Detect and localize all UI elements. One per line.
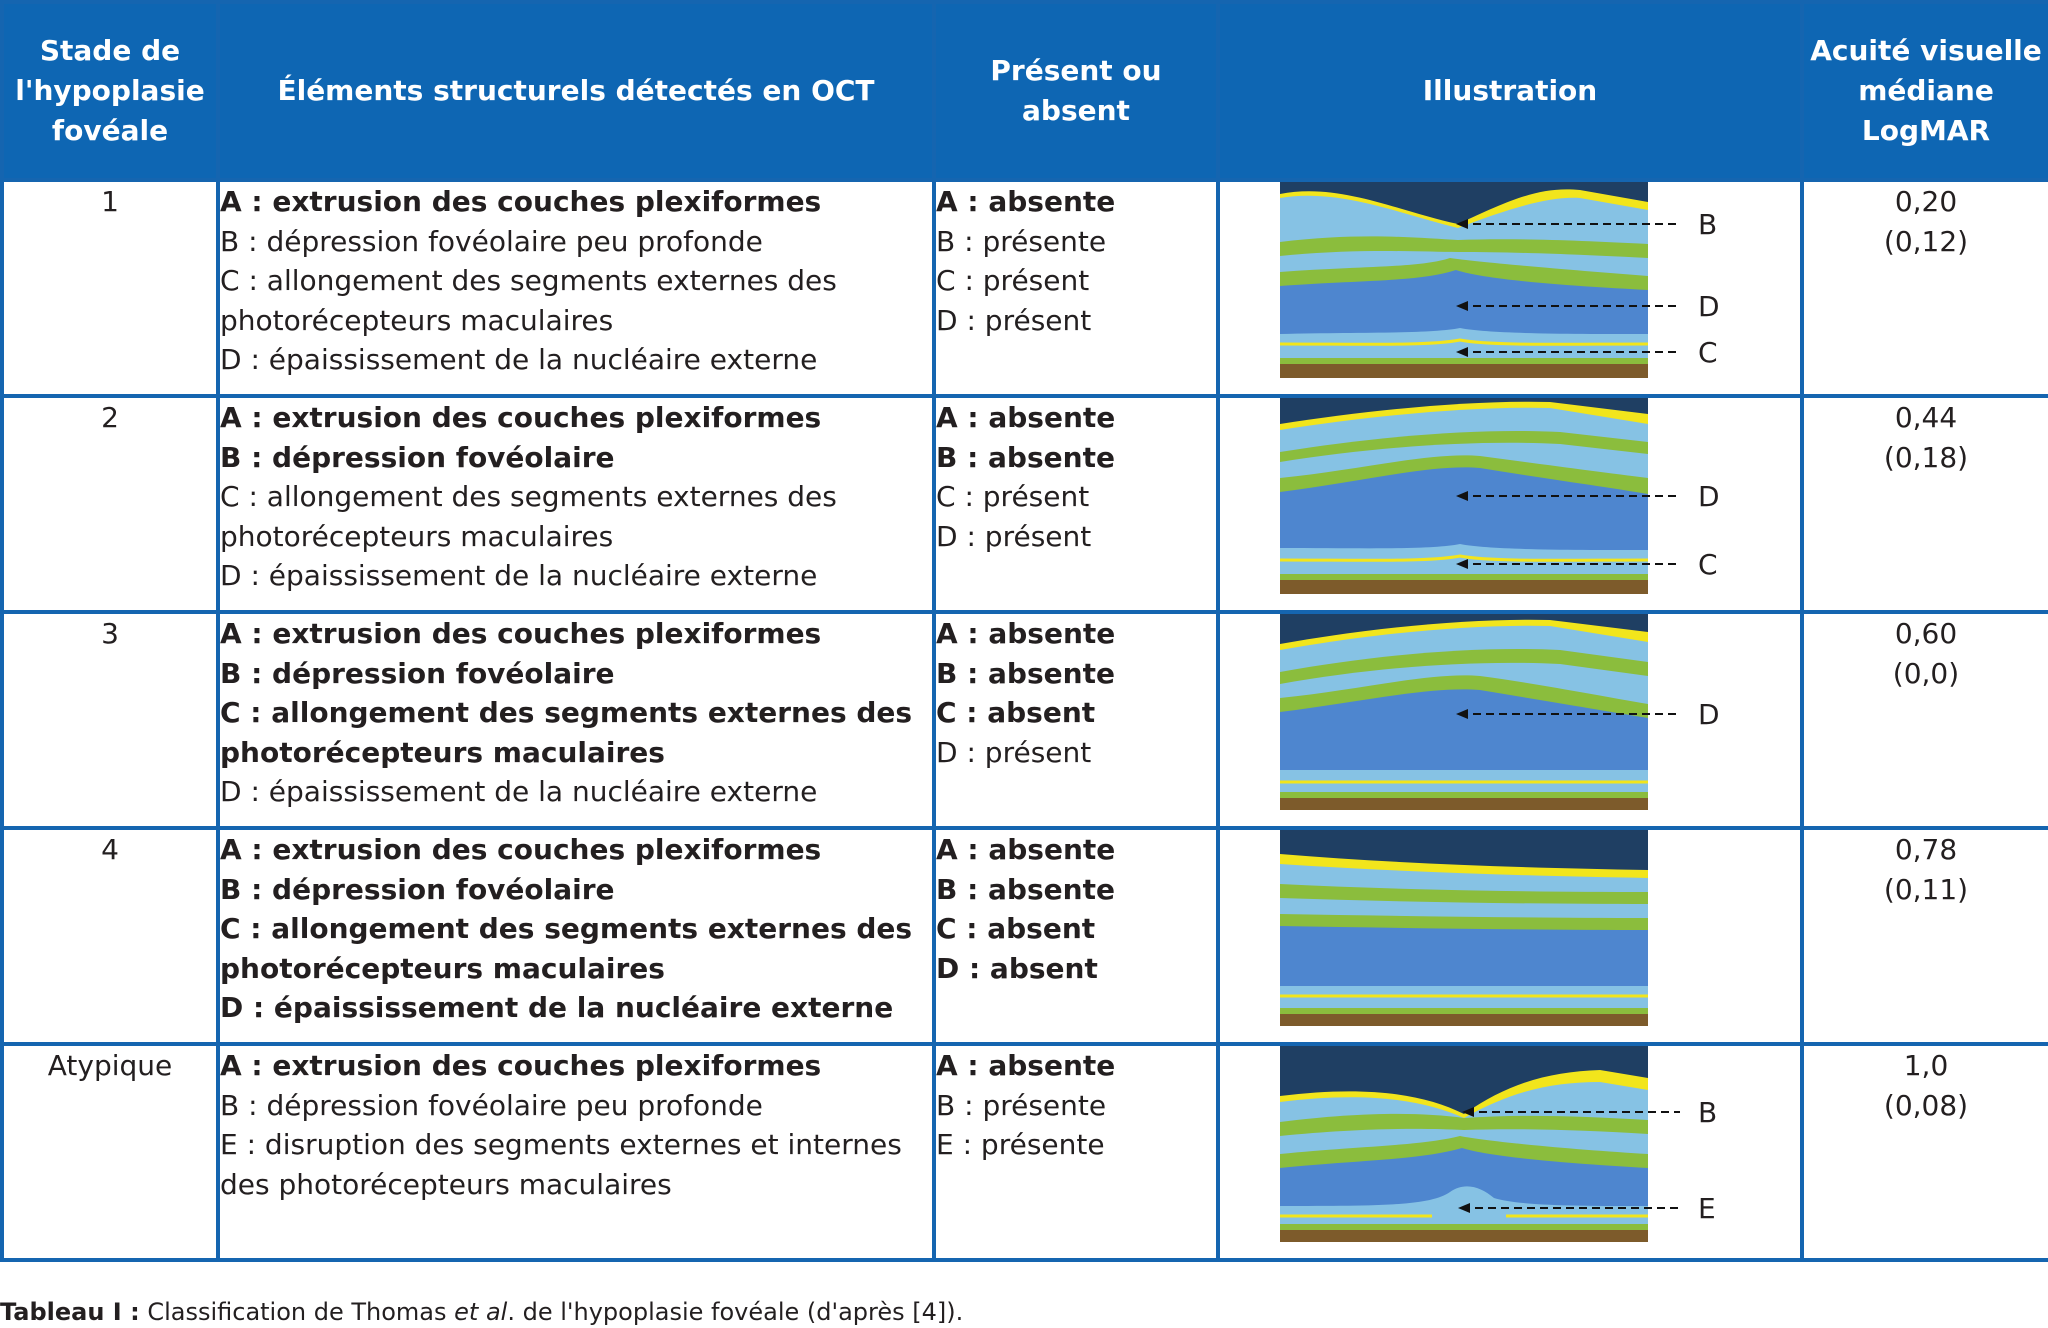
oct-illustration-stage-1 xyxy=(1280,182,1740,378)
presence-line: A : absente xyxy=(936,185,1116,218)
elements-cell xyxy=(218,396,934,612)
illustration-label: B xyxy=(1698,208,1718,241)
acuity-median: 0,20 xyxy=(1894,185,1958,218)
elements-cell xyxy=(218,828,934,1044)
element-line: A : extrusion des couches plexiformes xyxy=(220,617,822,650)
table-row xyxy=(2,612,2048,828)
presence-line: B : absente xyxy=(936,872,1115,906)
table-caption xyxy=(0,1298,963,1326)
acuity-cell xyxy=(1802,396,2048,612)
illustration-label: E xyxy=(1698,1192,1716,1225)
element-line: D : épaississement de la nucléaire externe xyxy=(220,559,818,593)
illustration-label: C xyxy=(1698,548,1718,581)
illustration-cell xyxy=(1218,396,1802,612)
oct-illustration-stage-4 xyxy=(1280,830,1740,1026)
illustration-cell xyxy=(1218,612,1802,828)
element-line: D : épaississement de la nucléaire externe xyxy=(220,991,894,1025)
table-row xyxy=(2,828,2048,1044)
stage-cell: 2 xyxy=(2,396,218,612)
header-presence: Présent ou absent xyxy=(934,2,1218,180)
presence-line: B : absente xyxy=(936,440,1115,474)
acuity-cell xyxy=(1802,180,2048,396)
table-row xyxy=(2,180,2048,396)
illustration-cell xyxy=(1218,180,1802,396)
table-row xyxy=(2,396,2048,612)
acuity-cell xyxy=(1802,1044,2048,1260)
elements-cell xyxy=(218,180,934,396)
element-line: B : dépression fovéolaire peu profonde xyxy=(220,224,763,258)
element-line: B : dépression fovéolaire xyxy=(220,872,615,906)
caption-italic: et al xyxy=(454,1298,508,1326)
element-line: A : extrusion des couches plexiformes xyxy=(220,1049,822,1082)
presence-line: C : présent xyxy=(936,264,1090,298)
element-line: C : allongement des segments externes des photorécepteurs maculaires xyxy=(220,912,913,985)
oct-illustration-stage-2 xyxy=(1280,398,1740,594)
acuity-deviation: (0,08) xyxy=(1883,1088,1969,1122)
header-row xyxy=(2,2,2048,180)
acuity-deviation: (0,18) xyxy=(1883,440,1969,474)
acuity-cell xyxy=(1802,828,2048,1044)
stage-cell: 1 xyxy=(2,180,218,396)
header-illustration: Illustration xyxy=(1218,2,1802,180)
stage-cell: 4 xyxy=(2,828,218,1044)
presence-cell xyxy=(934,1044,1218,1260)
acuity-deviation: (0,12) xyxy=(1883,224,1969,258)
oct-illustration-stage-3 xyxy=(1280,614,1740,810)
acuity-deviation: (0,0) xyxy=(1892,656,1960,690)
illustration-label: C xyxy=(1698,336,1718,369)
acuity-median: 1,0 xyxy=(1903,1049,1949,1082)
element-line: C : allongement des segments externes des photorécepteurs maculaires xyxy=(220,480,837,553)
illustration-label: D xyxy=(1698,698,1720,731)
elements-cell xyxy=(218,612,934,828)
presence-line: C : absent xyxy=(936,912,1096,946)
element-line: A : extrusion des couches plexiformes xyxy=(220,401,822,434)
table-row xyxy=(2,1044,2048,1260)
presence-line: D : présent xyxy=(936,735,1092,769)
presence-cell xyxy=(934,828,1218,1044)
header-stage: Stade de l'hypoplasie fovéale xyxy=(2,2,218,180)
acuity-median: 0,44 xyxy=(1894,401,1958,434)
presence-line: C : présent xyxy=(936,480,1090,514)
oct-illustration-atypical xyxy=(1280,1046,1740,1242)
presence-cell xyxy=(934,180,1218,396)
acuity-cell xyxy=(1802,612,2048,828)
element-line: A : extrusion des couches plexiformes xyxy=(220,185,822,218)
element-line: B : dépression fovéolaire xyxy=(220,656,615,690)
stage-cell: 3 xyxy=(2,612,218,828)
header-acuity: Acuité visuelle médiane LogMAR xyxy=(1802,2,2048,180)
illustration-cell xyxy=(1218,1044,1802,1260)
presence-line: B : présente xyxy=(936,224,1107,258)
presence-line: A : absente xyxy=(936,833,1116,866)
presence-cell xyxy=(934,612,1218,828)
elements-cell xyxy=(218,1044,934,1260)
caption-text: Classification de Thomas xyxy=(139,1298,455,1326)
element-line: D : épaississement de la nucléaire externe xyxy=(220,343,818,377)
presence-line: D : présent xyxy=(936,303,1092,337)
element-line: D : épaississement de la nucléaire externe xyxy=(220,775,818,809)
element-line: B : dépression fovéolaire peu profonde xyxy=(220,1088,763,1122)
acuity-deviation: (0,11) xyxy=(1883,872,1969,906)
presence-line: A : absente xyxy=(936,617,1116,650)
presence-line: D : présent xyxy=(936,519,1092,553)
presence-line: D : absent xyxy=(936,951,1098,985)
presence-line: E : présente xyxy=(936,1128,1105,1162)
presence-line: C : absent xyxy=(936,696,1096,730)
presence-line: A : absente xyxy=(936,401,1116,434)
presence-line: A : absente xyxy=(936,1049,1116,1082)
header-elements: Éléments structurels détectés en OCT xyxy=(218,2,934,180)
element-line: A : extrusion des couches plexiformes xyxy=(220,833,822,866)
element-line: C : allongement des segments externes des photorécepteurs maculaires xyxy=(220,264,837,337)
element-line: C : allongement des segments externes des photorécepteurs maculaires xyxy=(220,696,913,769)
illustration-label: D xyxy=(1698,480,1720,513)
element-line: E : disruption des segments externes et internes des photorécepteurs maculaires xyxy=(220,1128,902,1201)
illustration-cell xyxy=(1218,828,1802,1044)
presence-line: B : présente xyxy=(936,1088,1107,1122)
illustration-label: B xyxy=(1698,1096,1718,1129)
caption-text-end: . de l'hypoplasie fovéale (d'après [4]). xyxy=(507,1298,964,1326)
presence-line: B : absente xyxy=(936,656,1115,690)
presence-cell xyxy=(934,396,1218,612)
acuity-median: 0,60 xyxy=(1894,617,1958,650)
caption-label: Tableau I : xyxy=(0,1298,140,1326)
stage-cell: Atypique xyxy=(2,1044,218,1260)
acuity-median: 0,78 xyxy=(1894,833,1958,866)
element-line: B : dépression fovéolaire xyxy=(220,440,615,474)
illustration-label: D xyxy=(1698,290,1720,323)
